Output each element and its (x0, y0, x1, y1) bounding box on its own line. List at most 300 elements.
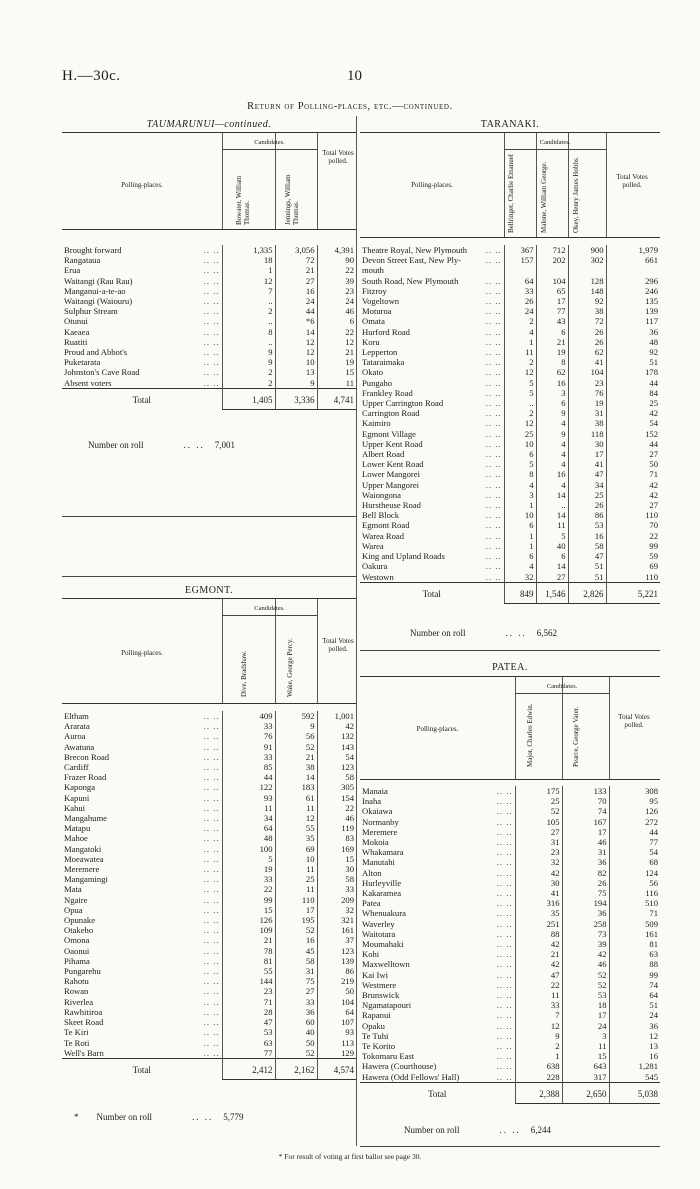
polling-place-name: Hurford Road (362, 326, 410, 337)
table-row: Brought forward .. .. 1,335 3,056 4,391 (64, 245, 354, 255)
table-row: Westown .. .. 32 27 51 110 (362, 571, 658, 582)
candidate-votes-cell: 126 (222, 915, 275, 925)
table-row: Te Roti .. .. 63 50 113 (64, 1037, 354, 1048)
candidate-votes-cell: 40 (275, 1027, 317, 1037)
candidate-votes-cell: 1 (222, 265, 275, 275)
polling-place-name: Albert Road (362, 449, 405, 460)
candidate-votes-cell: 11 (504, 347, 536, 357)
total-votes-cell: 92 (606, 347, 660, 357)
total-votes-cell: 545 (609, 1072, 660, 1083)
total-votes-cell: 36 (606, 327, 660, 337)
candidate-votes-cell: 2 (222, 367, 275, 377)
polling-place-name: Okato (362, 367, 384, 378)
polling-place-name: Manutahi (362, 857, 395, 868)
candidate-votes-cell: 61 (275, 793, 317, 803)
candidate-votes-cell: 18 (562, 1000, 609, 1010)
total-votes-cell: 58 (317, 772, 356, 782)
candidate-votes-cell: 38 (568, 418, 606, 428)
table-row: Puketarata .. .. 9 10 19 (64, 357, 354, 368)
table-row: Bell Block .. .. 10 14 86 110 (362, 510, 658, 521)
footnote: * For result of voting at first ballot see page 30. (278, 1152, 422, 1161)
candidate-votes-cell: 11 (562, 1041, 609, 1051)
candidate-votes-cell: 367 (504, 245, 536, 255)
polling-place-name: Westmere (362, 979, 397, 990)
candidate-votes-cell: 58 (568, 541, 606, 551)
polling-place-name: Maxwelltown (362, 959, 410, 970)
candidate-votes-cell: 42 (515, 939, 562, 949)
table-row: Rowan .. .. 23 27 50 (64, 986, 354, 997)
polling-place-name: mouth (362, 265, 384, 276)
candidate-votes-cell: 18 (222, 255, 275, 265)
candidate-votes-cell: 2 (515, 1041, 562, 1051)
total-value: 5,038 (609, 1082, 660, 1103)
candidate-votes-cell: 38 (275, 762, 317, 772)
candidate-votes-cell: 64 (222, 823, 275, 833)
polling-place-name: Warea Road (362, 530, 405, 541)
table-row: Warea Road .. .. 1 5 16 22 (362, 530, 658, 541)
candidate-votes-cell: 92 (568, 296, 606, 306)
candidate-votes-cell: 34 (222, 813, 275, 823)
taumarunui-header (62, 132, 356, 230)
candidate-votes-cell: 93 (222, 793, 275, 803)
candidate-votes-cell: 34 (568, 480, 606, 490)
table-row: Cardiff .. .. 85 38 123 (64, 762, 354, 773)
total-votes-cell: 219 (317, 976, 356, 986)
candidate-votes-cell: 4 (504, 480, 536, 490)
candidate-votes-cell: 70 (562, 796, 609, 806)
candidate-votes-cell: 21 (536, 337, 568, 347)
polling-place-name: Kaimiro (362, 418, 391, 429)
table-row: Lower Mangorei .. .. 8 16 47 71 (362, 469, 658, 480)
polling-place-name: Vogeltown (362, 296, 400, 307)
total-votes-cell: 117 (606, 316, 660, 326)
total-value: 849 (504, 582, 536, 603)
total-votes-cell: 152 (606, 429, 660, 439)
candidate-votes-cell: 10 (504, 439, 536, 449)
table-row: Hurstheuse Road .. .. 1 .. 26 27 (362, 500, 658, 511)
polling-place-name: Mangamingi (64, 874, 108, 885)
candidate-votes-cell: 16 (536, 469, 568, 479)
candidate-votes-cell: 5 (504, 388, 536, 398)
polling-place-name: Rapanui (362, 1010, 391, 1021)
table-row: Whakamara .. .. 23 31 54 (362, 847, 658, 858)
candidate-votes-cell: 27 (275, 986, 317, 996)
candidate-votes-cell: 46 (562, 837, 609, 847)
table-row: Waverley .. .. 251 258 509 (362, 918, 658, 929)
polling-place-name: Cardiff (64, 762, 89, 773)
polling-place-name: Rawhitiroa (64, 1006, 103, 1017)
table-row: Hurleyville .. .. 30 26 56 (362, 877, 658, 888)
table-row: Kaeaea .. .. 8 14 22 (64, 326, 354, 337)
candidate-name: Major, Charles Edwin. (526, 703, 534, 767)
candidate-votes-cell: 72 (275, 255, 317, 265)
candidate-votes-cell: 14 (536, 490, 568, 500)
table-row: Rangataua .. .. 18 72 90 (64, 255, 354, 266)
taranaki-header (360, 132, 660, 238)
candidate-votes-cell: 23 (515, 847, 562, 857)
candidate-votes-cell: 11 (222, 803, 275, 813)
polling-place-name: Matapu (64, 823, 91, 834)
candidate-votes-cell: 17 (536, 296, 568, 306)
candidate-votes-cell: 31 (515, 837, 562, 847)
candidate-votes-cell: 75 (562, 888, 609, 898)
total-votes-cell: 143 (317, 742, 356, 752)
candidate-votes-cell: 85 (222, 762, 275, 772)
candidate-votes-cell: 7 (222, 286, 275, 296)
polling-place-name: Warea (362, 540, 384, 551)
table-row: Meremere .. .. 19 11 30 (64, 864, 354, 875)
polling-place-name: Ngamatapouri (362, 1000, 412, 1011)
polling-place-name: Kaeaea (64, 326, 90, 337)
total-votes-cell: 305 (317, 782, 356, 792)
total-votes-cell: 509 (609, 919, 660, 929)
candidate-votes-cell: 16 (275, 286, 317, 296)
total-value: 2,412 (222, 1058, 275, 1079)
candidates-label: Candidates. (254, 605, 285, 612)
total-votes-cell: 16 (609, 1051, 660, 1061)
total-votes-cell: 84 (606, 388, 660, 398)
candidate-votes-cell: 202 (536, 255, 568, 265)
candidate-votes-cell: 10 (275, 357, 317, 367)
table-row: Hawera (Courthouse) .. .. 638 643 1,281 (362, 1061, 658, 1072)
total-row (62, 1058, 356, 1079)
total-votes-cell: 22 (317, 265, 356, 275)
candidate-votes-cell: 53 (562, 990, 609, 1000)
candidate-votes-cell: 1 (504, 337, 536, 347)
total-votes-cell: 23 (317, 286, 356, 296)
candidate-votes-cell: 78 (222, 946, 275, 956)
candidate-votes-cell: 55 (275, 823, 317, 833)
candidate-votes-cell: 5 (536, 531, 568, 541)
candidate-votes-cell: 1 (504, 541, 536, 551)
candidate-votes-cell: 33 (275, 997, 317, 1007)
candidate-votes-cell: 12 (275, 347, 317, 357)
candidate-votes-cell: 8 (536, 357, 568, 367)
total-votes-cell: 48 (606, 337, 660, 347)
candidate-votes-cell: 9 (536, 408, 568, 418)
total-votes-cell: 1,001 (317, 711, 356, 721)
polling-place-name: Okaiawa (362, 806, 393, 817)
candidate-votes-cell: 4 (536, 439, 568, 449)
candidate-votes-cell: 144 (222, 976, 275, 986)
total-votes-cell: 74 (609, 980, 660, 990)
candidate-votes-cell: 317 (562, 1072, 609, 1083)
polling-place-name: Absent voters (64, 377, 112, 388)
candidate-votes-cell: 51 (568, 572, 606, 583)
table-row: Upper Mangorei .. .. 4 4 34 42 (362, 479, 658, 490)
candidate-votes-cell: 52 (275, 925, 317, 935)
table-row: South Road, New Plymouth .. .. 64 104 128 296 (362, 275, 658, 286)
total-votes-cell: 42 (317, 721, 356, 731)
candidate-votes-cell: 24 (504, 306, 536, 316)
total-row (360, 582, 660, 603)
candidate-votes-cell: 2 (504, 357, 536, 367)
polling-place-name: Kapuni (64, 792, 90, 803)
polling-place-name: Meremere (362, 826, 398, 837)
polling-place-name: Opua (64, 904, 83, 915)
candidate-votes-cell: 11 (275, 803, 317, 813)
candidate-votes-cell: 24 (275, 296, 317, 306)
taranaki-table (360, 245, 660, 604)
total-votes-cell: 272 (609, 817, 660, 827)
polling-place-name: Otakeho (64, 925, 94, 936)
candidate-votes-cell: 35 (515, 908, 562, 918)
polling-place-name: Tataraimaka (362, 357, 405, 368)
table-row: Meremere .. .. 27 17 44 (362, 826, 658, 837)
table-row: Upper Kent Road .. .. 10 4 30 44 (362, 438, 658, 449)
candidate-votes-cell: .. (536, 500, 568, 510)
table-row: Kahui .. .. 11 11 22 (64, 802, 354, 813)
total-votes-label: Total Votes polled. (616, 173, 648, 189)
table-row: Pungarehu .. .. 55 31 86 (64, 966, 354, 977)
candidate-votes-cell: 258 (562, 919, 609, 929)
polling-place-name: Devon Street East, New Ply- (362, 255, 462, 266)
candidate-votes-cell: 26 (504, 296, 536, 306)
number-on-roll: Number on roll .. .. 6,244 (404, 1125, 551, 1135)
table-row: Opaku .. .. 12 24 36 (362, 1020, 658, 1031)
polling-place-name: Ruatiti (64, 336, 88, 347)
polling-place-name: Ararata (64, 721, 90, 732)
candidate-votes-cell: 56 (275, 731, 317, 741)
candidate-votes-cell: 16 (536, 378, 568, 388)
candidate-votes-cell: 26 (568, 327, 606, 337)
page-number: 10 (347, 68, 362, 84)
candidate-votes-cell: 30 (515, 878, 562, 888)
polling-place-name: South Road, New Plymouth (362, 275, 459, 286)
candidate-votes-cell: 30 (568, 439, 606, 449)
table-row: Awatuna .. .. 91 52 143 (64, 741, 354, 752)
polling-place-name: Brought forward (64, 245, 122, 255)
polling-place-name: Hawera (Courthouse) (362, 1061, 437, 1072)
candidate-votes-cell: 77 (222, 1048, 275, 1059)
polling-place-name: Mangatoki (64, 843, 102, 854)
candidate-votes-cell: 41 (568, 459, 606, 469)
candidate-votes-cell: 5 (504, 378, 536, 388)
total-votes-cell: 6 (317, 316, 356, 326)
total-votes-cell: 1,979 (606, 245, 660, 255)
candidate-votes-cell: *6 (275, 316, 317, 326)
polling-place-name: Kai Iwi (362, 969, 389, 980)
polling-place-name: Westown (362, 571, 394, 582)
total-value: 2,826 (568, 582, 606, 603)
polling-place-name: Pihama (64, 955, 90, 966)
candidate-votes-cell: 19 (536, 347, 568, 357)
candidate-votes-cell: 4 (536, 418, 568, 428)
total-votes-cell: 37 (317, 935, 356, 945)
polling-place-name: Theatre Royal, New Plymouth (362, 245, 468, 255)
total-votes-cell: 42 (606, 408, 660, 418)
total-votes-cell: 93 (317, 1027, 356, 1037)
polling-place-name: Omona (64, 935, 90, 946)
candidate-votes-cell: 71 (222, 997, 275, 1007)
table-row: Koru .. .. 1 21 26 48 (362, 336, 658, 347)
candidate-votes-cell: 157 (504, 255, 536, 265)
number-on-roll-value: 6,244 (530, 1125, 551, 1135)
table-row: Kapuni .. .. 93 61 154 (64, 792, 354, 803)
total-value: 2,650 (562, 1082, 609, 1103)
total-votes-cell: 139 (606, 306, 660, 316)
candidate-votes-cell: 9 (222, 347, 275, 357)
polling-place-name: Moeawatea (64, 853, 104, 864)
table-row: Normanby .. .. 105 167 272 (362, 816, 658, 827)
table-row: Opunake .. .. 126 195 321 (64, 915, 354, 926)
table-row: Whenuakura .. .. 35 36 71 (362, 908, 658, 919)
candidate-votes-cell: 592 (275, 711, 317, 721)
candidate-votes-cell: 19 (568, 398, 606, 408)
candidate-votes-cell: .. (222, 296, 275, 306)
polling-place-name: King and Upland Roads (362, 551, 445, 562)
candidate-votes-cell: 2 (504, 408, 536, 418)
table-row: Alton .. .. 42 82 124 (362, 867, 658, 878)
candidate-votes-cell (504, 265, 536, 275)
table-row: Devon Street East, New Ply- .. .. 157 202 302 661 (362, 255, 658, 266)
candidate-votes-cell (568, 265, 606, 275)
total-votes-cell: 19 (317, 357, 356, 367)
candidate-votes-cell: 194 (562, 898, 609, 908)
table-row: Ruatiti .. .. .. 12 12 (64, 336, 354, 347)
candidate-votes-cell: 76 (222, 731, 275, 741)
table-row: Egmont Village .. .. 25 9 118 152 (362, 428, 658, 439)
egmont-table (62, 711, 356, 1080)
candidate-votes-cell: 23 (568, 378, 606, 388)
polling-place-name: Te Tuhi (362, 1030, 389, 1041)
candidate-votes-cell: 50 (275, 1038, 317, 1048)
table-row: Moeawatea .. .. 5 10 15 (64, 853, 354, 864)
candidate-votes-cell: 48 (222, 833, 275, 843)
polling-place-name: Upper Kent Road (362, 438, 423, 449)
candidate-votes-cell: 31 (562, 847, 609, 857)
polling-place-name: Waitotara (362, 928, 396, 939)
polling-place-name: Frazer Road (64, 772, 107, 783)
table-row: Mahoe .. .. 48 35 83 (64, 833, 354, 844)
candidate-votes-cell: 27 (515, 827, 562, 837)
table-row: Moturoa .. .. 24 77 38 139 (362, 306, 658, 317)
polling-place-name: Ngaire (64, 894, 88, 905)
table-row: Carrington Road .. .. 2 9 31 42 (362, 408, 658, 419)
document-reference: H.—30c. (62, 68, 121, 84)
candidate-votes-cell: 712 (536, 245, 568, 255)
table-row: Mangamingi .. .. 33 25 58 (64, 874, 354, 885)
candidate-votes-cell: 12 (275, 337, 317, 347)
total-votes-cell: 15 (317, 854, 356, 864)
candidate-votes-cell: 105 (515, 817, 562, 827)
total-votes-cell: 71 (609, 908, 660, 918)
candidate-votes-cell: 2 (222, 378, 275, 389)
total-votes-cell: 54 (317, 752, 356, 762)
polling-place-name: Awatuna (64, 741, 95, 752)
total-votes-cell: 4,391 (317, 245, 356, 255)
polling-place-name: Inaha (362, 796, 382, 807)
table-row: Kakaramea .. .. 41 75 116 (362, 888, 658, 899)
candidate-votes-cell: 32 (515, 857, 562, 867)
total-votes-cell: 12 (317, 337, 356, 347)
total-votes-cell: 90 (317, 255, 356, 265)
total-votes-cell: 161 (609, 929, 660, 939)
candidate-votes-cell: 4 (536, 480, 568, 490)
table-row: Pungaho .. .. 5 16 23 44 (362, 377, 658, 388)
candidate-votes-cell: 33 (515, 1000, 562, 1010)
candidate-votes-cell: 74 (562, 806, 609, 816)
candidate-votes-cell: 39 (562, 939, 609, 949)
polling-place-name: Meremere (64, 864, 100, 875)
polling-place-name: Waiongona (362, 489, 401, 500)
polling-place-name: Hurstheuse Road (362, 500, 421, 511)
polling-place-name: Well's Barn (64, 1047, 104, 1058)
candidate-votes-cell: 9 (515, 1031, 562, 1041)
total-value: 2,162 (275, 1058, 317, 1079)
table-row: Otunui .. .. .. *6 6 (64, 316, 354, 327)
total-votes-cell: 54 (609, 847, 660, 857)
candidate-votes-cell: 183 (275, 782, 317, 792)
polling-place-name: Hawera (Odd Fellows' Hall) (362, 1071, 460, 1082)
candidate-votes-cell: 26 (568, 337, 606, 347)
total-value: 5,221 (606, 582, 660, 603)
patea-table (360, 786, 660, 1104)
total-votes-cell: 42 (606, 490, 660, 500)
total-votes-cell: 44 (606, 378, 660, 388)
candidate-votes-cell: 3,056 (275, 245, 317, 255)
total-votes-cell: 51 (609, 1000, 660, 1010)
total-votes-cell: 30 (317, 864, 356, 874)
polling-places-label: Polling-places. (411, 181, 453, 189)
polling-place-name: Manganui-a-te-ao (64, 285, 126, 296)
candidate-votes-cell: 4 (504, 327, 536, 337)
candidate-votes-cell: 14 (536, 510, 568, 520)
table-row: Mangahume .. .. 34 12 46 (64, 813, 354, 824)
number-on-roll-label: Number on roll (96, 1112, 152, 1122)
total-votes-cell: 63 (609, 949, 660, 959)
candidate-votes-cell: 64 (504, 276, 536, 286)
candidate-votes-cell: 118 (568, 429, 606, 439)
table-row: Erua .. .. 1 21 22 (64, 265, 354, 276)
candidate-votes-cell: 44 (275, 306, 317, 316)
table-row: Oakura .. .. 4 14 51 69 (362, 561, 658, 572)
candidate-votes-cell: 9 (275, 721, 317, 731)
table-row: King and Upland Roads .. .. 6 6 47 59 (362, 551, 658, 562)
number-on-roll-value: 7,001 (214, 440, 235, 450)
total-value: 2,388 (515, 1082, 562, 1103)
table-row: Mokoia .. .. 31 46 77 (362, 837, 658, 848)
table-row: Okato .. .. 12 62 104 178 (362, 367, 658, 378)
total-votes-cell: 169 (317, 844, 356, 854)
candidate-votes-cell: 1 (515, 1051, 562, 1061)
candidate-votes-cell: 14 (536, 561, 568, 571)
table-row: Westmere .. .. 22 52 74 (362, 979, 658, 990)
polling-place-name: Kaponga (64, 782, 96, 793)
candidate-votes-cell: 11 (275, 864, 317, 874)
total-votes-cell: 95 (609, 796, 660, 806)
candidate-votes-cell: 33 (504, 286, 536, 296)
candidates-label: Candidates. (254, 139, 285, 146)
table-row: Riverlea .. .. 71 33 104 (64, 996, 354, 1007)
candidate-votes-cell: .. (504, 398, 536, 408)
candidate-votes-cell: 148 (568, 286, 606, 296)
polling-place-name: Lepperton (362, 347, 398, 358)
total-votes-cell: 83 (317, 833, 356, 843)
candidate-votes-cell: 27 (275, 276, 317, 286)
total-votes-cell: 39 (317, 276, 356, 286)
polling-place-name: Erua (64, 265, 81, 276)
total-row (62, 388, 356, 409)
total-votes-label: Total Votes polled. (322, 637, 354, 653)
candidate-votes-cell: 62 (536, 367, 568, 377)
number-on-roll-value: 5,779 (223, 1112, 244, 1122)
candidate-votes-cell: 25 (504, 429, 536, 439)
candidate-votes-cell: 5 (222, 854, 275, 864)
candidate-votes-cell: 41 (515, 888, 562, 898)
candidate-votes-cell: 43 (536, 316, 568, 326)
total-votes-cell: 110 (606, 572, 660, 583)
